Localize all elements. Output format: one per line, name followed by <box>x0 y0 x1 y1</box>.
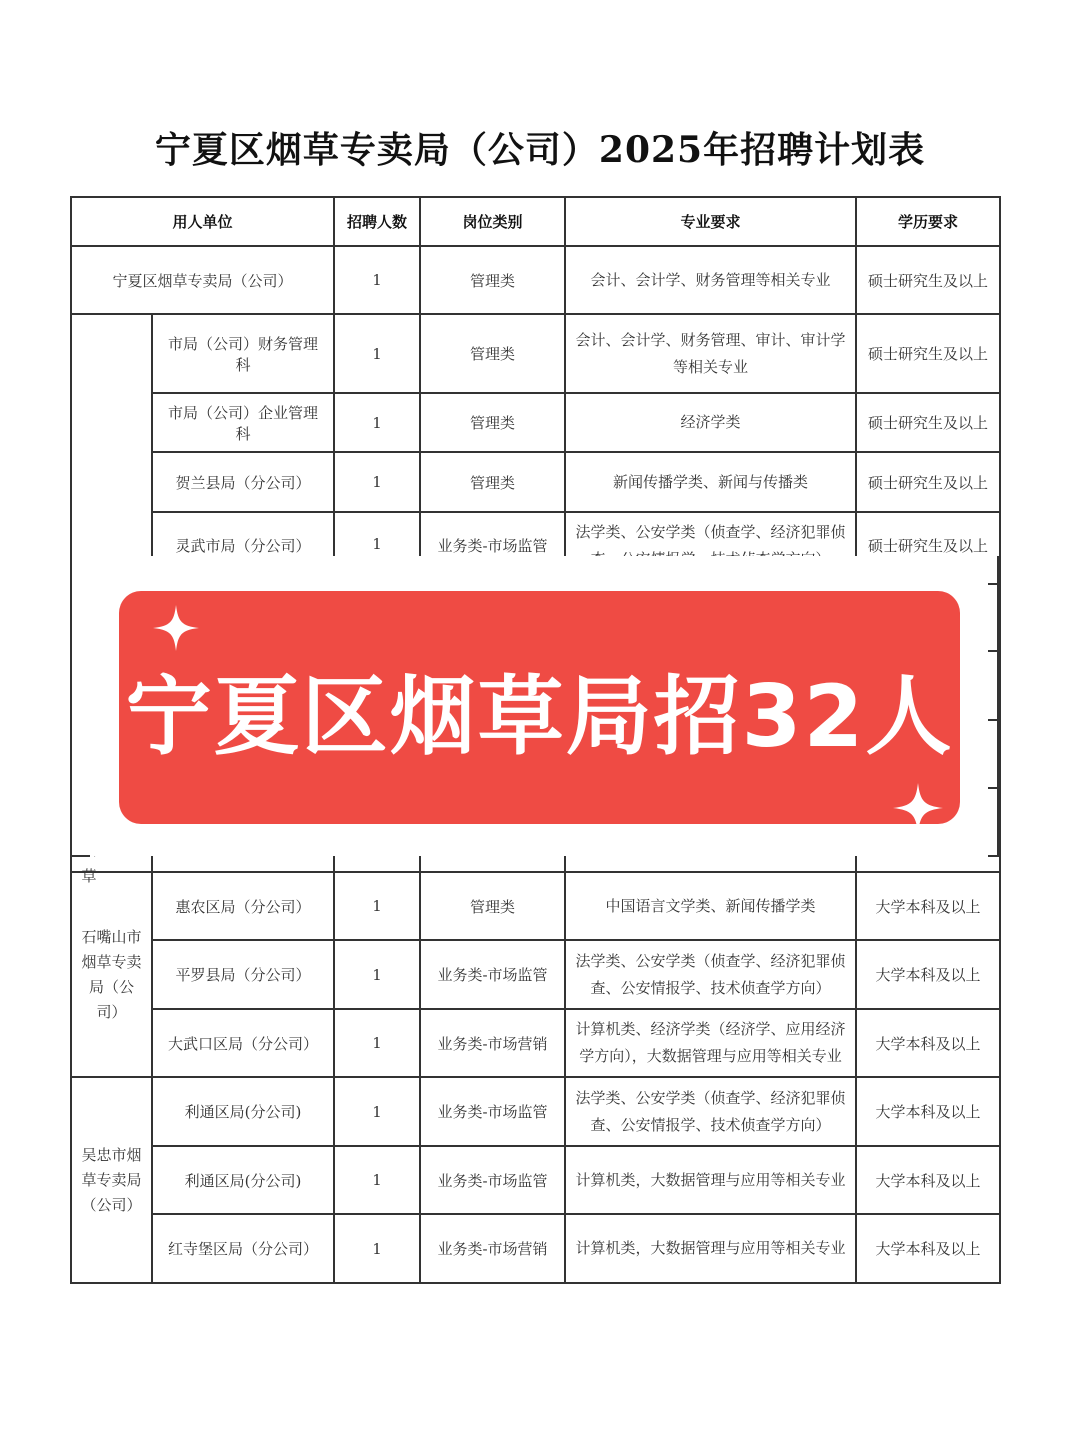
cell-education: 硕士研究生及以上 <box>856 393 1000 452</box>
table-row <box>71 246 1000 314</box>
table-left-border <box>70 556 72 856</box>
table-row <box>71 452 1000 512</box>
cell-education: 硕士研究生及以上 <box>856 512 1000 872</box>
header-unit: 用人单位 <box>71 197 334 246</box>
cell-unit: 红寺堡区局（分公司） <box>152 1214 334 1283</box>
header-count: 招聘人数 <box>334 197 420 246</box>
cell-major: 计算机类，大数据管理与应用等相关专业 <box>565 1146 856 1214</box>
cell-count: 1 <box>334 393 420 452</box>
cell-major: 会计、会计学、财务管理等相关专业 <box>565 246 856 314</box>
cell-count: 1 <box>334 246 420 314</box>
cell-count: 1 <box>334 940 420 1009</box>
cell-unit: 惠农区局（分公司） <box>152 872 334 940</box>
cell-major: 法学类、公安学类（侦查学、经济犯罪侦查、公安情报学、技术侦查学方向） <box>565 940 856 1009</box>
headline-banner <box>119 591 960 824</box>
cell-education: 硕士研究生及以上 <box>856 246 1000 314</box>
sparkle-icon <box>153 605 199 651</box>
cell-count: 1 <box>334 872 420 940</box>
cell-count: 1 <box>334 512 420 872</box>
table-row <box>71 314 1000 393</box>
cell-category: 业务类-市场监管 <box>420 512 565 872</box>
cell-education: 硕士研究生及以上 <box>856 452 1000 512</box>
cell-unit: 宁夏区烟草专卖局（公司） <box>71 246 334 314</box>
cell-category: 管理类 <box>420 314 565 393</box>
table-header-row <box>71 197 1000 246</box>
cell-category: 管理类 <box>420 452 565 512</box>
cell-count: 1 <box>334 1214 420 1283</box>
cell-count: 1 <box>334 1077 420 1146</box>
cell-major: 新闻传播学类、新闻与传播类 <box>565 452 856 512</box>
banner-headline: 宁夏区烟草局招32人 <box>125 667 954 767</box>
cell-category: 管理类 <box>420 246 565 314</box>
cell-major: 会计、会计学、财务管理、审计、审计学等相关专业 <box>565 314 856 393</box>
cell-unit: 市局（公司）财务管理科 <box>152 314 334 393</box>
cell-category: 管理类 <box>420 872 565 940</box>
sparkle-icon <box>893 783 943 833</box>
group-label-yinchuan-text: 草 <box>81 867 97 885</box>
cell-major: 计算机类、经济学类（经济学、应用经济学方向），大数据管理与应用等相关专业 <box>565 1009 856 1077</box>
cell-unit: 利通区局(分公司) <box>152 1146 334 1214</box>
cell-major: 中国语言文学类、新闻传播学类 <box>565 872 856 940</box>
table-row <box>71 1146 1000 1214</box>
cell-major: 经济学类 <box>565 393 856 452</box>
cell-major: 法学类、公安学类（侦查学、经济犯罪侦查、公安情报学、技术侦查学方向） <box>565 1077 856 1146</box>
header-education: 学历要求 <box>856 197 1000 246</box>
cell-category: 业务类-市场营销 <box>420 1009 565 1077</box>
cell-category: 业务类-市场监管 <box>420 1077 565 1146</box>
table-right-border <box>997 556 999 856</box>
cell-education: 大学本科及以上 <box>856 1214 1000 1283</box>
cell-education: 大学本科及以上 <box>856 1077 1000 1146</box>
header-category: 岗位类别 <box>420 197 565 246</box>
cell-count: 1 <box>334 452 420 512</box>
table-line-stub <box>70 855 90 857</box>
cell-major: 计算机类，大数据管理与应用等相关专业 <box>565 1214 856 1283</box>
cell-count: 1 <box>334 314 420 393</box>
cell-unit: 大武口区局（分公司） <box>152 1009 334 1077</box>
cell-education: 大学本科及以上 <box>856 872 1000 940</box>
table-row <box>71 872 1000 940</box>
table-row <box>71 1077 1000 1146</box>
cell-category: 业务类-市场监管 <box>420 1146 565 1214</box>
cell-count: 1 <box>334 1146 420 1214</box>
group-label-shizuishan: 石嘴山市烟草专卖局（公司） <box>71 872 152 1077</box>
cell-unit: 市局（公司）企业管理科 <box>152 393 334 452</box>
cell-education: 硕士研究生及以上 <box>856 314 1000 393</box>
header-major: 专业要求 <box>565 197 856 246</box>
cell-education: 大学本科及以上 <box>856 1009 1000 1077</box>
cell-category: 管理类 <box>420 393 565 452</box>
cell-unit: 利通区局(分公司) <box>152 1077 334 1146</box>
page-title: 宁夏区烟草专卖局（公司）2025年招聘计划表 <box>154 129 926 171</box>
cell-category: 业务类-市场监管 <box>420 940 565 1009</box>
cell-unit: 平罗县局（分公司） <box>152 940 334 1009</box>
cell-education: 大学本科及以上 <box>856 1146 1000 1214</box>
table-row <box>71 940 1000 1009</box>
group-label-wuzhong: 吴忠市烟草专卖局（公司） <box>71 1077 152 1283</box>
table-row <box>71 393 1000 452</box>
cell-count: 1 <box>334 1009 420 1077</box>
cell-major: 法学类、公安学类（侦查学、经济犯罪侦 <box>565 512 856 872</box>
table-row <box>71 1214 1000 1283</box>
cell-category: 业务类-市场营销 <box>420 1214 565 1283</box>
cell-unit: 贺兰县局（分公司） <box>152 452 334 512</box>
table-row <box>71 1009 1000 1077</box>
cell-education: 大学本科及以上 <box>856 940 1000 1009</box>
cell-unit: 灵武市局（分公司） <box>152 512 334 872</box>
